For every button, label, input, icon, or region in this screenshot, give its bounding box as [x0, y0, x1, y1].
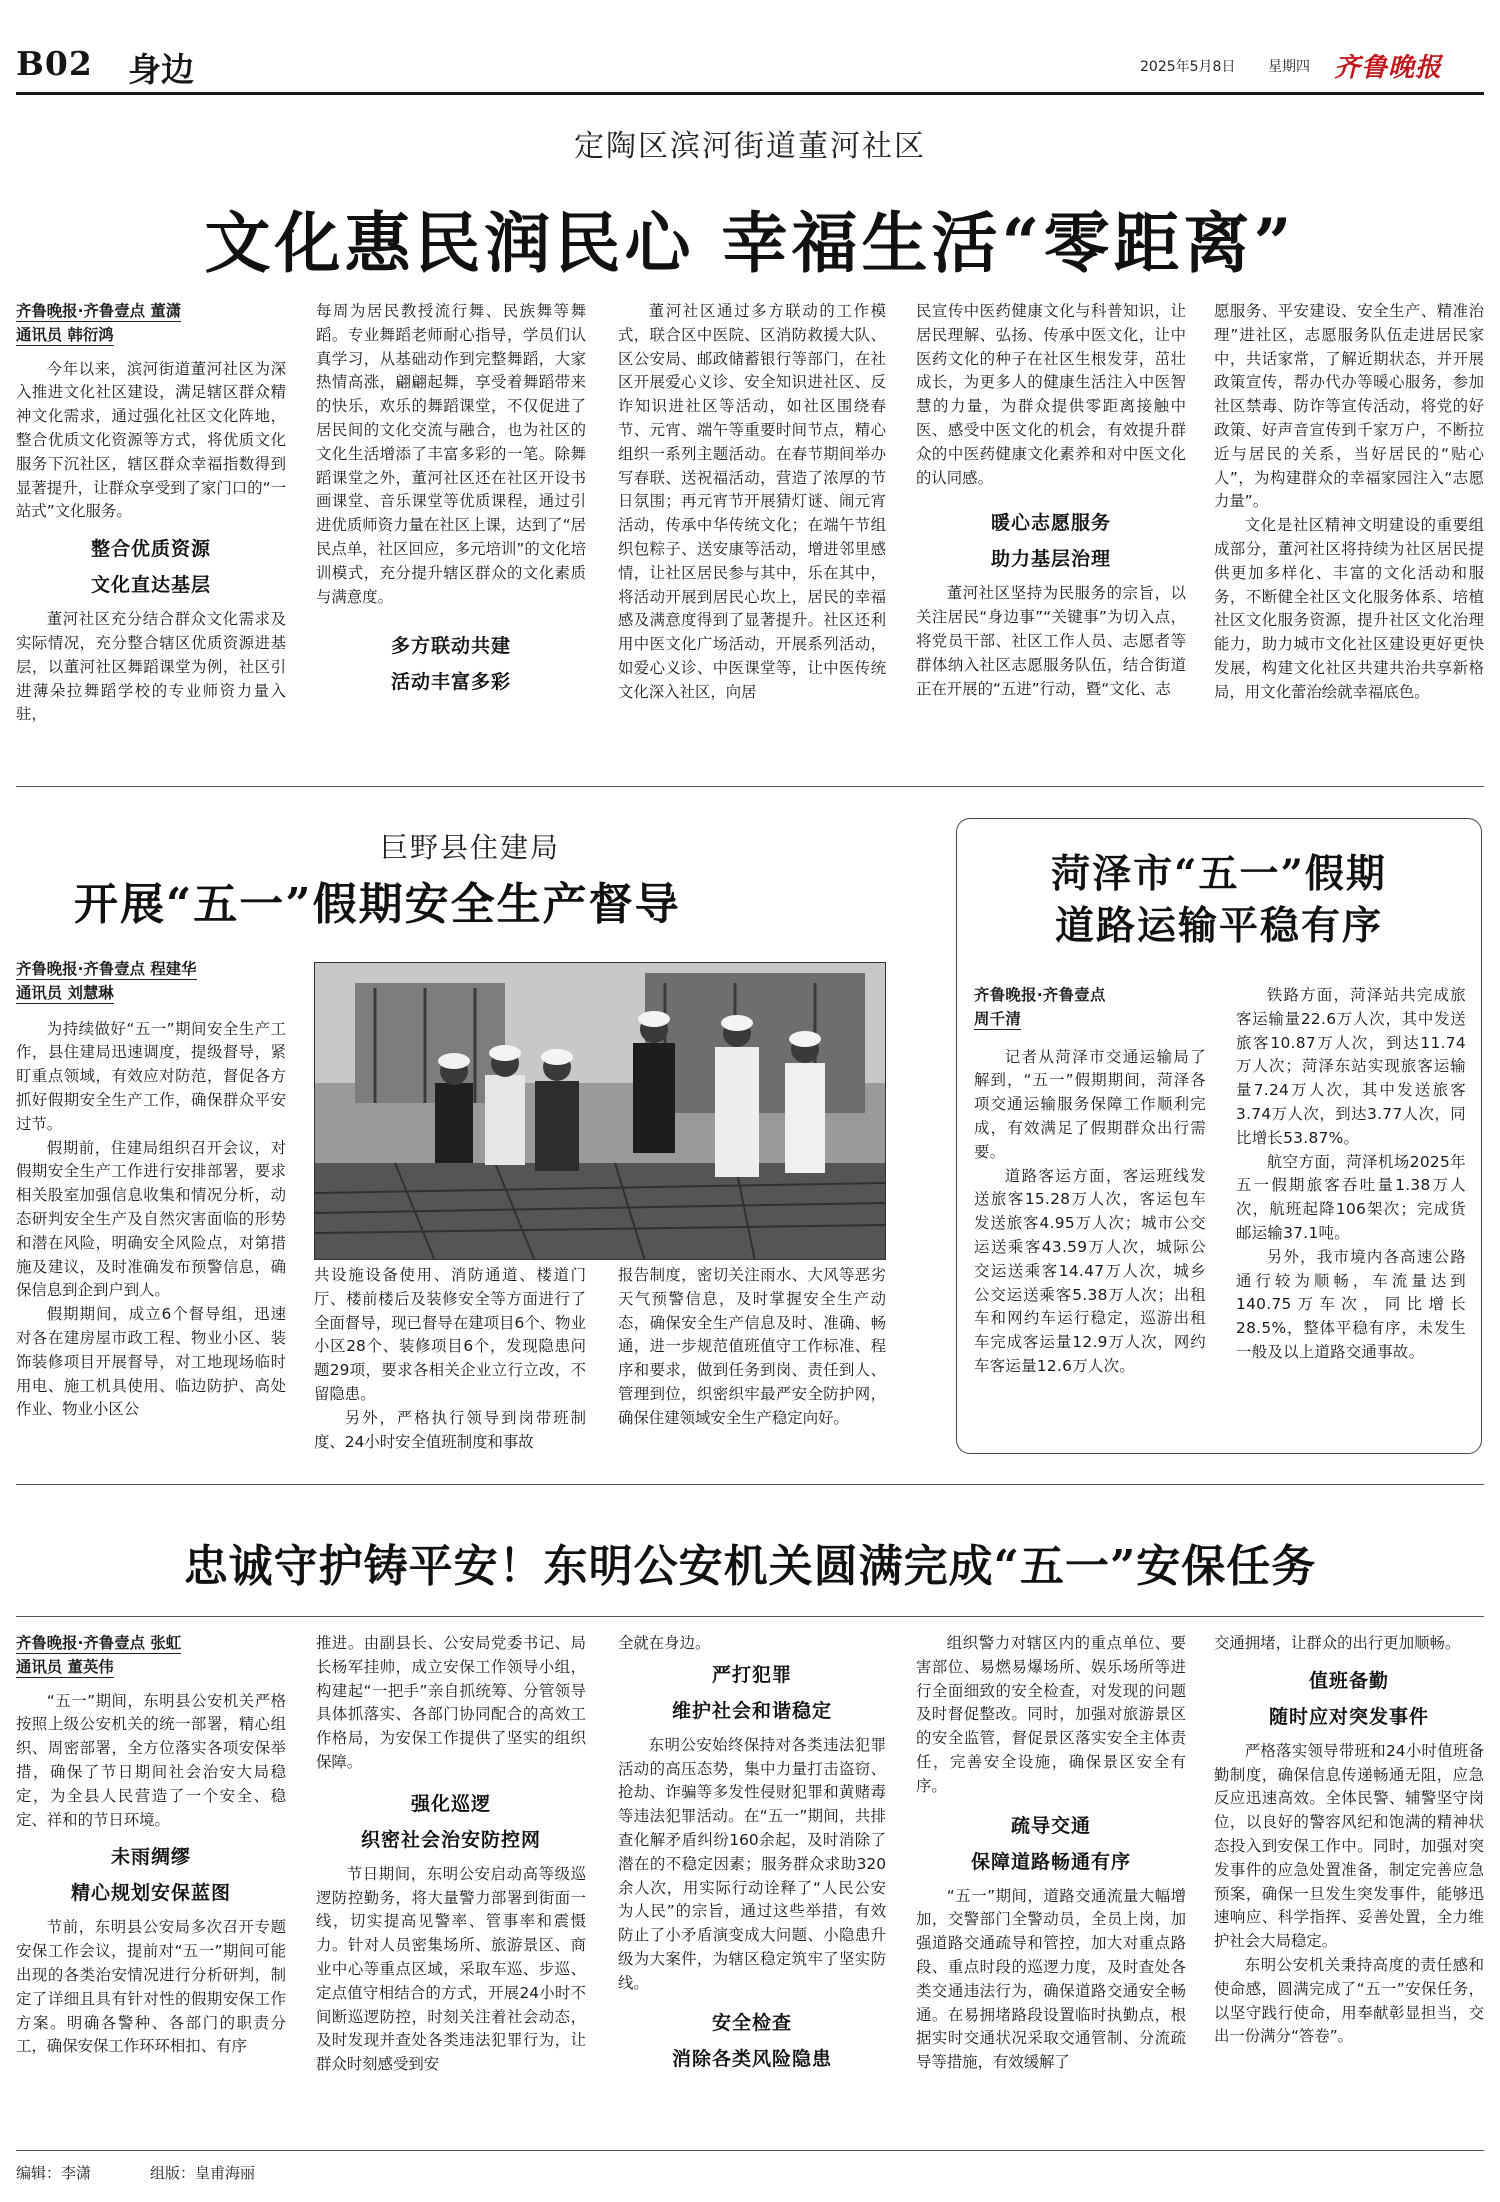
paragraph: 假期前，住建局组织召开会议，对假期安全生产工作进行安排部署，要求相关股室加强信息收集和情况分析，动态研判安全生产及自然灾害面临的形势和潜在风险，明确安全风险点，对第措施及建议，及时准确发布预警信息，确保信息到企到户到人。	[16, 1138, 286, 1300]
article1-bottom-rule	[16, 786, 1484, 787]
article3-headline	[956, 848, 1482, 952]
issue-date: 2025年5月8日	[1140, 59, 1236, 75]
paragraph: 董河社区通过多方联动的工作模式，联合区中医院、区消防救援大队、区公安局、邮政储蓄银行等部门，在社区开展爱心义诊、安全知识进社区、反诈知识进社区等活动，如社区围绕春节、元宵、端午等重要时间节点，精心组织一系列主题活动。在春节期间举办写春联、送祝福活动，营造了浓厚的节日氛围；再元宵节开展猜灯谜、闹元宵活动，传承中华传统文化；在端午节组织包粽子、送安康等活动，增进邻里感情，让社区居民参与其中，乐在其中，将活动开展到居民心坎上，居民的幸福感及满意度得到了显著提升。社区还利用中医文化广场活动，开展系列活动，如爱心义诊、中医课堂等，让中医传统文化深入社区，向居	[618, 302, 886, 701]
subheading: 助力基层治理	[990, 548, 1111, 571]
subheading: 值班备勤	[1308, 1669, 1389, 1692]
subheading: 活动丰富多彩	[390, 671, 511, 694]
subheading: 严打犯罪	[711, 1663, 792, 1686]
paragraph: “五一”期间，东明县公安机关严格按照上级公安机关的统一部署，精心组织、周密部署，全方位落实各项安保举措，确保了节日期间社会治安大局稳定，为全县人民营造了一个安全、稳定、祥和的节日环境。	[16, 1691, 286, 1829]
article4-column-2	[316, 1632, 586, 2138]
construction-photo-graphic	[315, 963, 886, 1260]
article2-bottom-rule	[16, 1484, 1484, 1485]
newspaper-masthead: 齐鲁晚报	[1334, 53, 1443, 83]
article1-column-4	[916, 300, 1186, 770]
subheading: 疏导交通	[1010, 1814, 1091, 1837]
paragraph: 每周为居民教授流行舞、民族舞等舞蹈。专业舞蹈老师耐心指导，学员们认真学习，从基础动作到完整舞蹈，大家热情高涨，翩翩起舞，享受着舞蹈带来的快乐，欢乐的舞蹈课堂，不仅促进了居民间的文化交流与融合，也为社区的文化生活增添了丰富多彩的一笔。除舞蹈课堂之外，董河社区还在社区开设书画课堂、音乐课堂等优质课程，通过引进优质师资力量在社区上课，达到了“居民点单，社区回应，多元培训”的文化培训模式，充分提升辖区群众的文化素质与满意度。	[316, 302, 586, 606]
subheading: 维护社会和谐稳定	[671, 1699, 832, 1722]
paragraph: 节日期间，东明公安启动高等级巡逻防控勤务，将大量警力部署到街面一线，切实提高见警率、管事率和震慑力。针对人员密集场所、旅游景区、商业中心等重点区域，采取车巡、步巡、定点值守相结合的方式，开展24小时不间断巡逻防控，时刻关注着社会动态，及时发现并查处各类违法犯罪行为，让群众时刻感受到安	[316, 1864, 586, 2074]
article1-column-5	[1214, 300, 1484, 770]
paragraph: 严格落实领导带班和24小时值班备勤制度，确保信息传递畅通无阻，应急反应迅速高效。全体民警、辅警坚守岗位，以良好的警容风纪和饱满的精神状态投入到安保工作中。同时，加强对突发事件的应急处置准备，制定完善应急预案，确保一旦发生突发事件，能够迅速响应、科学指挥、妥善处置，全力维护社会大局稳定。	[1214, 1741, 1484, 1951]
paragraph: “五一”期间，道路交通流量大幅增加，交警部门全警动员，全员上岗，加强道路交通疏导和管控，加大对重点路段、重点时段的巡逻力度，及时查处各类交通违法行为，确保道路交通安全畅通。在易拥堵路段设置临时执勤点，根据实时交通状况采取交通管制、分流疏导等措施，有效缓解了	[916, 1886, 1186, 2072]
paragraph: 愿服务、平安建设、安全生产、精准治理”进社区，志愿服务队伍走进居民家中，共话家常，了解近期状态，并开展政策宣传，帮办代办等暖心服务，参加社区禁毒、防诈等宣传活动，将党的好政策、好声音宣传到千家万户，不断拉近与居民的关系，当好居民的“贴心人”，为构建群众的幸福家园注入“志愿力量”。	[1214, 302, 1484, 511]
article3-byline: 齐鲁晚报·齐鲁壹点	[974, 986, 1106, 1004]
paragraph: 董河社区坚持为民服务的宗旨，以关注居民“身边事”“关键事”为切入点，将党员干部、社区工作人员、志愿者等群体纳入社区志愿服务队伍，结合街道正在开展的“五进”行动，暨“文化、志	[916, 584, 1186, 698]
article4-column-4	[916, 1632, 1186, 2138]
paragraph: 全就在身边。	[618, 1634, 711, 1652]
section-name: 身边	[128, 50, 194, 89]
article4-byline-correspondent: 通讯员 董英伟	[16, 1657, 114, 1676]
header-rule	[16, 92, 1484, 95]
subheading: 消除各类风险隐患	[671, 2047, 832, 2070]
article2-column-1	[16, 958, 286, 1458]
article3-headline-line2: 道路运输平稳有序	[1054, 903, 1383, 949]
article2-byline-correspondent: 通讯员 刘慧琳	[16, 983, 114, 1002]
paragraph: 组织警力对辖区内的重点单位、要害部位、易燃易爆场所、娱乐场所等进行全面细致的安全检查，对发现的问题及时督促整改。同时，加强对旅游景区的安全监管，督促景区落实安全主体责任，完善安全设施，确保景区安全有序。	[916, 1634, 1186, 1795]
construction-site-photo	[314, 962, 886, 1260]
paragraph: 另外，严格执行领导到岗带班制度、24小时安全值班制度和事故	[314, 1408, 586, 1451]
article2-column-2	[314, 1264, 586, 1460]
article1-column-2	[316, 300, 586, 770]
paragraph: 航空方面，菏泽机场2025年五一假期旅客吞吐量1.38万人次，航班起降106架次；完成货邮运输37.1吨。	[1236, 1152, 1466, 1242]
article4-column-1	[16, 1632, 286, 2138]
paragraph: 共设施设备使用、消防通道、楼道门厅、楼前楼后及装修安全等方面进行了全面督导，现已督导在建项目6个、物业小区28个、装修项目6个，发现隐患问题29项，要求各相关企业立行立改，不留隐患。	[314, 1266, 586, 1403]
paragraph: 今年以来，滨河街道董河社区为深入推进文化社区建设，满足辖区群众精神文化需求，通过强化社区文化阵地，整合优质文化资源等方式，将优质文化服务下沉社区，辖区群众幸福指数得到显著提升，让群众享受到了家门口的“一站式”文化服务。	[16, 359, 286, 521]
subheading: 保障道路畅通有序	[970, 1850, 1131, 1873]
subheading: 织密社会治安防控网	[360, 1828, 541, 1851]
subheading: 文化直达基层	[90, 574, 211, 597]
paragraph: 交通拥堵，让群众的出行更加顺畅。	[1214, 1634, 1461, 1652]
subheading: 精心规划安保蓝图	[70, 1882, 231, 1905]
footer-layout: 组版：皇甫海丽	[150, 2164, 256, 2182]
paragraph: 民宣传中医药健康文化与科普知识，让居民理解、弘扬、传承中医文化，让中医药文化的种子在社区生根发芽，茁壮成长，为更多人的健康生活注入中医智慧的力量，为群众提供零距离接触中医、感受中医文化的机会，有效提升群众的中医药健康文化素养和对中医文化的认同感。	[916, 302, 1186, 487]
article2-headline: 开展“五一”假期安全生产督导	[74, 879, 681, 930]
article3-column-1	[974, 984, 1206, 1448]
article1-column-1	[16, 300, 286, 770]
article2-column-3	[618, 1264, 886, 1460]
article1-byline: 齐鲁晚报·齐鲁壹点 董潇	[16, 302, 182, 320]
page-number: B02	[16, 44, 93, 83]
paragraph: 道路客运方面，客运班线发送旅客15.28万人次，客运包车发送旅客4.95万人次；城市公交运送乘客43.59万人次，城际公交运送乘客14.47万人次，城乡公交运送乘客5.38万人次；出租车和网约车运行稳定，巡游出租车完成客运量12.9万人次，网约车客运量12.6万人次。	[974, 1166, 1206, 1375]
article4-column-5	[1214, 1632, 1484, 2138]
paragraph: 另外，我市境内各高速公路通行较为顺畅，车流量达到140.75万车次，同比增长28.5%，整体平稳有序，未发生一般及以上道路交通事故。	[1236, 1247, 1466, 1361]
footer-rule	[16, 2150, 1484, 2151]
subheading: 安全检查	[711, 2011, 792, 2034]
paragraph: 报告制度，密切关注雨水、大风等恶劣天气预警信息，及时掌握安全生产动态，确保安全生产信息及时、准确、畅通，进一步规范值班值守工作标准、程序和要求，做到任务到岗、责任到人、管理到位，织密织牢最严安全防护网，确保住建领域安全生产稳定向好。	[618, 1266, 886, 1427]
article3-byline-reporter: 周千清	[974, 1009, 1022, 1028]
article3-column-2	[1236, 984, 1466, 1448]
paragraph: 为持续做好“五一”期间安全生产工作，县住建局迅速调度，提级督导，紧盯重点领域，有效应对防范，督促各方抓好假期安全生产工作，确保群众平安过节。	[16, 1019, 286, 1133]
article1-byline-correspondent: 通讯员 韩衍鸿	[16, 325, 114, 344]
article1-column-3	[618, 300, 886, 770]
article1-headline: 文化惠民润民心 幸福生活“零距离”	[204, 204, 1296, 282]
subheading: 暖心志愿服务	[990, 512, 1111, 535]
paragraph: 节前，东明县公安局多次召开专题安保工作会议，提前对“五一”期间可能出现的各类治安情况进行分析研判，制定了详细且具有针对性的假期安保工作方案。明确各警种、各部门的职责分工，确保安保工作环环相扣、有序	[16, 1918, 286, 2056]
subheading: 随时应对突发事件	[1268, 1705, 1429, 1728]
article4-column-3	[618, 1632, 886, 2138]
paragraph: 董河社区充分结合群众文化需求及实际情况，充分整合辖区优质资源进基层，以董河社区舞蹈课堂为例，社区引进薄朵拉舞蹈学校的专业师资力量入驻，	[16, 610, 286, 724]
paragraph: 假期期间，成立6个督导组，迅速对各在建房屋市政工程、物业小区、装饰装修项目开展督导，对工地现场临时用电、施工机具使用、临边防护、高处作业、物业小区公	[16, 1305, 286, 1419]
article4-headline-rule	[16, 1616, 1484, 1617]
subheading: 强化巡逻	[410, 1792, 491, 1815]
paragraph: 东明公安机关秉持高度的责任感和使命感，圆满完成了“五一”安保任务，以坚守践行使命，用奉献彰显担当，交出一份满分“答卷”。	[1214, 1955, 1484, 2046]
paragraph: 推进。由副县长、公安局党委书记、局长杨军挂帅，成立安保工作领导小组，构建起“一把手”亲自抓统筹、分管领导具体抓落实、各部门协同配合的高效工作格局，为安保工作提供了坚实的组织保障。	[316, 1634, 586, 1771]
article2-byline: 齐鲁晚报·齐鲁壹点 程建华	[16, 960, 197, 978]
article1-kicker: 定陶区滨河街道董河社区	[574, 129, 926, 164]
article3-headline-line1: 菏泽市“五一”假期	[1051, 851, 1387, 897]
subheading: 整合优质资源	[90, 538, 211, 561]
paragraph: 记者从菏泽市交通运输局了解到，“五一”假期期间，菏泽各项交通运输服务保障工作顺利完成，有效满足了假期群众出行需要。	[974, 1047, 1206, 1161]
article2-kicker: 巨野县住建局	[379, 831, 560, 864]
article4-headline: 忠诚守护铸平安！东明公安机关圆满完成“五一”安保任务	[183, 1541, 1317, 1592]
subheading: 未雨绸缪	[110, 1846, 191, 1869]
article4-byline: 齐鲁晚报·齐鲁壹点 张虹	[16, 1634, 182, 1652]
paragraph: 东明公安始终保持对各类违法犯罪活动的高压态势，集中力量打击盗窃、抢劫、诈骗等多发性侵财犯罪和黄赌毒等违法犯罪活动。在“五一”期间，共排查化解矛盾纠纷160余起，及时消除了潜在的不稳定因素；服务群众求助320余人次，用实际行动诠释了“人民公安为人民”的宗旨，通过这些举措，有效防止了小矛盾演变成大问题、小隐患升级为大案件，为辖区稳定筑牢了坚实防线。	[618, 1735, 886, 1992]
issue-weekday: 星期四	[1268, 59, 1310, 75]
footer-editor: 编辑：李潇	[16, 2164, 92, 2182]
paragraph: 铁路方面，菏泽站共完成旅客运输量22.6万人次，其中发送旅客10.87万人次，到达11.74万人次；菏泽东站实现旅客运输量7.24万人次，其中发送旅客3.74万人次，到达3.77人次，同比增长53.87%。	[1236, 986, 1466, 1147]
subheading: 多方联动共建	[390, 635, 511, 658]
paragraph: 文化是社区精神文明建设的重要组成部分，董河社区将持续为社区居民提供更加多样化、丰富的文化活动和服务，不断健全社区文化服务体系、培植社区文化服务资源，提升社区文化治理能力，助力城市文化社区建设更好更快发展，构建文化社区共建共治共享新格局，用文化蕾治绘就幸福底色。	[1214, 516, 1484, 701]
